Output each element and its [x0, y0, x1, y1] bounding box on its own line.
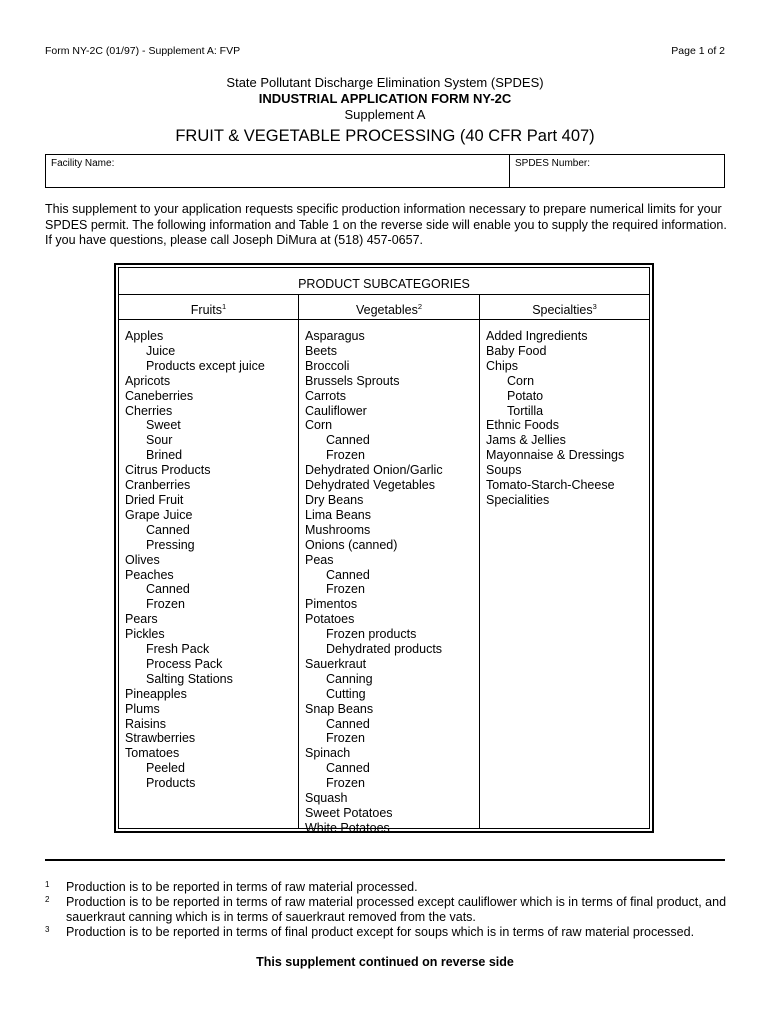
- category-item: Cherries: [125, 403, 173, 418]
- subcategory-item: Salting Stations: [146, 671, 233, 686]
- fruits-column: [119, 319, 299, 828]
- program-title: State Pollutant Discharge Elimination System (SPDES): [226, 75, 544, 90]
- footnote: [45, 895, 730, 925]
- footnote-text: Production is to be reported in terms of raw material processed except cauliflower which is in terms of final product, and sauerkraut canning which is in terms of sauerkraut removed from the vats.: [66, 895, 727, 924]
- subcategory-item: Potato: [507, 388, 544, 403]
- facility-info-box: [45, 154, 725, 188]
- subcategory-item: Frozen: [326, 731, 365, 746]
- subcategory-item: Frozen products: [326, 627, 417, 642]
- subcategory-item: Canned: [146, 522, 190, 537]
- footnote: [45, 925, 730, 940]
- category-item: Grape Juice: [125, 507, 193, 522]
- intro-paragraph: This supplement to your application requests specific production information necessary to prepare numerical limits for your SPDES permit. The following information and Table 1 on the reverse side will enable you to supply the required information. If you have questions, please call Joseph DiMura at (518) 457-0657.: [45, 202, 727, 247]
- footnote: [45, 880, 730, 895]
- category-item: Dehydrated Vegetables: [305, 478, 435, 493]
- subcategory-item: Canned: [326, 567, 370, 582]
- subcategory-item: Canned: [146, 582, 190, 597]
- specialties-column: [480, 319, 649, 828]
- subcategory-item: Tortilla: [507, 403, 544, 418]
- category-item: Sweet Potatoes: [305, 806, 393, 820]
- table-header-row: [119, 294, 649, 320]
- subcategory-item: Products except juice: [146, 358, 265, 373]
- facility-name-field[interactable]: [46, 155, 510, 187]
- category-item: Raisins: [125, 716, 166, 731]
- footnote-number: 3: [45, 925, 50, 934]
- table-caption: PRODUCT SUBCATEGORIES: [298, 277, 470, 291]
- category-item: Dehydrated Onion/Garlic: [305, 463, 443, 478]
- category-item: Jams & Jellies: [486, 433, 566, 448]
- subcategory-item: Canned: [326, 761, 370, 776]
- facility-name-label: Facility Name:: [51, 158, 115, 169]
- column-header-vegetables: Vegetables$^2$: [299, 295, 480, 319]
- category-item: White Potatoes: [305, 820, 390, 835]
- subcategory-item: Pressing: [146, 537, 195, 552]
- category-item: Strawberries: [125, 731, 196, 746]
- category-item: Lima Beans: [305, 507, 372, 522]
- category-item: Brussels Sprouts: [305, 373, 400, 388]
- subcategory-item: Canned: [326, 716, 370, 731]
- category-item: Specialities: [486, 492, 550, 507]
- footnotes: [45, 880, 730, 940]
- category-item: Carrots: [305, 388, 346, 403]
- category-item: Cauliflower: [305, 403, 367, 418]
- subcategory-item: Canned: [326, 433, 370, 448]
- category-item: Onions (canned): [305, 537, 398, 552]
- spdes-number-label: SPDES Number:: [515, 158, 591, 169]
- subcategory-item: Fresh Pack: [146, 642, 210, 657]
- category-item: Beets: [305, 343, 337, 358]
- category-item: Squash: [305, 791, 348, 806]
- category-item: Asparagus: [305, 329, 365, 343]
- category-item: Mushrooms: [305, 522, 371, 537]
- category-item: Snap Beans: [305, 701, 374, 716]
- category-item: Chips: [486, 358, 518, 373]
- subcategory-item: Frozen: [326, 448, 365, 463]
- category-item: Tomatoes: [125, 746, 180, 761]
- subcategory-item: Frozen: [326, 776, 365, 791]
- category-item: Added Ingredients: [486, 329, 588, 343]
- footnote-number: 2: [45, 895, 50, 904]
- spdes-number-field[interactable]: [510, 155, 724, 187]
- category-item: Olives: [125, 552, 160, 567]
- column-header-fruits: Fruits$^1$: [119, 295, 299, 319]
- category-item: Sauerkraut: [305, 656, 367, 671]
- category-item: Potatoes: [305, 612, 355, 627]
- subcategory-item: Frozen: [326, 582, 365, 597]
- category-item: Pimentos: [305, 597, 358, 612]
- category-item: Corn: [305, 418, 333, 433]
- category-item: Tomato-Starch-Cheese: [486, 478, 615, 493]
- category-item: Soups: [486, 463, 522, 478]
- footnote-text: Production is to be reported in terms of raw material processed.: [66, 880, 418, 894]
- subcategory-item: Peeled: [146, 761, 185, 776]
- subcategory-item: Cutting: [326, 686, 366, 701]
- category-item: Cranberries: [125, 478, 191, 493]
- subcategory-item: Corn: [507, 373, 535, 388]
- subcategory-item: Sweet: [146, 418, 181, 433]
- product-subcategories-table: [114, 263, 654, 833]
- subcategory-item: Dehydrated products: [326, 642, 443, 657]
- category-item: Dry Beans: [305, 492, 364, 507]
- subcategory-item: Canning: [326, 671, 373, 686]
- supplement-title: Supplement A: [344, 107, 426, 122]
- category-item: Mayonnaise & Dressings: [486, 448, 625, 463]
- form-id: Form NY-2C (01/97) - Supplement A: FVP: [45, 45, 241, 57]
- subcategory-item: Process Pack: [146, 656, 223, 671]
- category-item: Baby Food: [486, 343, 547, 358]
- subcategory-item: Sour: [146, 433, 173, 448]
- footnote-number: 1: [45, 880, 50, 889]
- continued-notice: This supplement continued on reverse side: [256, 955, 514, 969]
- category-item: Ethnic Foods: [486, 418, 559, 433]
- column-header-specialties: Specialties$^3$: [532, 302, 597, 318]
- category-item: Apricots: [125, 373, 171, 388]
- title-block: [0, 75, 770, 147]
- category-item: Peas: [305, 552, 334, 567]
- category-item: Broccoli: [305, 358, 350, 373]
- subcategory-item: Frozen: [146, 597, 185, 612]
- subcategory-item: Juice: [146, 343, 176, 358]
- form-title: INDUSTRIAL APPLICATION FORM NY-2C: [258, 91, 512, 106]
- footnote-text: Production is to be reported in terms of final product except for soups which is in terms of raw material processed.: [66, 925, 695, 939]
- category-item: Apples: [125, 329, 164, 343]
- category-item: Citrus Products: [125, 463, 211, 478]
- category-item: Pickles: [125, 627, 165, 642]
- page-number: Page 1 of 2: [671, 45, 725, 57]
- category-item: Pears: [125, 612, 158, 627]
- category-item: Plums: [125, 701, 160, 716]
- category-item: Spinach: [305, 746, 351, 761]
- subcategory-item: Brined: [146, 448, 183, 463]
- category-item: Peaches: [125, 567, 174, 582]
- category-title: FRUIT & VEGETABLE PROCESSING (40 CFR Part 407): [175, 127, 595, 145]
- category-item: Pineapples: [125, 686, 187, 701]
- subcategory-item: Products: [146, 776, 196, 791]
- category-item: Caneberries: [125, 388, 194, 403]
- category-item: Dried Fruit: [125, 492, 184, 507]
- vegetables-column: [299, 319, 480, 835]
- footnote-divider: [45, 859, 725, 861]
